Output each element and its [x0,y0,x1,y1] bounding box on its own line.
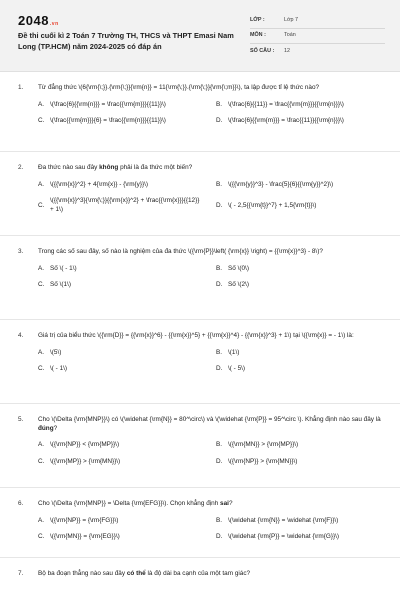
option-text: \(\widehat {\rm{N}} = \widehat {\rm{F}}\) [228,516,339,524]
question-text [38,84,382,93]
answer-option[interactable] [216,181,382,190]
meta-value: Lớp 7 [284,17,299,24]
question-text-part: Từ đẳng thức \(6{\rm{\;}}.{\rm{\;}}{\rm{n}} = 11{\rm{\;}}.{\rm{\;}}{\rm{\;m}}\), ta lập được tỉ lệ thức nào? [38,84,320,91]
option-text: \(\frac{6}{{\rm{n}}} = \frac{{\rm{m}}}{{11}}\) [50,100,166,108]
answer-option[interactable] [216,349,382,358]
option-letter: B. [216,180,223,188]
question-text-part: Đa thức nào sau đây [38,164,100,171]
question-text-part: là độ dài ba cạnh của một tam giác? [145,570,251,577]
question-text-part: ? [228,500,233,507]
option-letter: D. [216,201,223,209]
meta-key: MÔN : [250,32,266,39]
exam-title: Đề thi cuối kì 2 Toán 7 Trường TH, THCS và THPT Emasi Nam Long (TP.HCM) năm 2024-2025 có đáp án [18,31,234,51]
meta-row-subject [250,29,385,44]
answer-option[interactable] [38,265,204,274]
option-list [18,101,382,134]
option-text: \({{\rm{x}}^2} + 4{\rm{x}} - {\rm{y}}\) [50,180,149,188]
option-letter: A. [38,100,45,108]
answer-option[interactable] [38,281,204,290]
answer-option[interactable] [216,441,382,450]
answer-option[interactable] [38,533,204,542]
question-item [0,152,400,236]
option-text: \({\rm{MP}} > {\rm{MN}}\) [50,457,121,465]
option-letter: B. [216,100,223,108]
option-letter: B. [216,264,223,272]
question-text [38,248,382,257]
question-text-part: Cho \(\Delta {\rm{MNP}}\) có \(\widehat {\rm{N}} = 80^\circ\) và \(\widehat {\rm{P}} = 95^\circ \). Khẳng định nào sau đây là [38,416,381,423]
option-letter: C. [38,457,45,465]
option-text: \(\widehat {\rm{P}} = \widehat {\rm{G}}\) [228,533,340,541]
question-text-part: phải là đa thức một biến? [118,164,193,171]
question-text [38,570,382,579]
meta-key: SỐ CÂU : [250,47,275,54]
option-letter: D. [216,457,223,465]
question-number: 5. [18,416,24,423]
option-letter: A. [38,348,45,356]
answer-option[interactable] [38,441,204,450]
option-letter: A. [38,516,45,524]
question-list [0,84,400,588]
answer-option[interactable] [216,197,382,214]
option-letter: B. [216,516,223,524]
exam-header [0,0,400,72]
option-letter: C. [38,533,45,541]
answer-option[interactable] [216,365,382,374]
option-text: Số \(1\) [50,281,71,289]
answer-option[interactable] [216,458,382,467]
option-text: \({{\rm{x}}^3}{\rm{\;}}{{\rm{x}}^2} + \frac{{\rm{x}}}{{12}} + 1\) [50,197,200,213]
option-letter: B. [216,348,223,356]
option-text: \( - 1\) [50,365,68,373]
option-text: \(\frac{6}{{\rm{m}}} = \frac{{11}}{{\rm{n}}}\) [228,117,344,125]
option-list [18,349,382,382]
question-text-part: Giá trị của biểu thức \({\rm{D}} = {{\rm{x}}^6} - {{\rm{x}}^5} + {{\rm{x}}^4} - {{\rm{x}}^3} + 1\) tại \({\rm{x}} = - 1\) là: [38,332,354,339]
option-text: Số \( - 1\) [50,264,77,272]
option-text: \(1\) [228,348,240,356]
option-list [18,517,382,550]
meta-value: 12 [284,47,290,54]
question-emphasis: đúng [38,424,54,432]
option-list [18,441,382,474]
answer-option[interactable] [38,458,204,467]
option-letter: D. [216,533,223,541]
question-number: 6. [18,500,24,507]
question-text [38,332,382,341]
answer-option[interactable] [38,197,204,214]
question-text-part: Trong các số sau đây, số nào là nghiệm của đa thức \({\rm{P}}\left( {\rm{x}} \right) = {{\rm{x}}^3} - 8\)? [38,248,323,255]
answer-option[interactable] [216,533,382,542]
answer-option[interactable] [38,181,204,190]
meta-row-count [250,44,385,59]
option-letter: A. [38,180,45,188]
question-number: 4. [18,332,24,339]
question-text [38,416,382,433]
answer-option[interactable] [38,365,204,374]
meta-key: LỚP : [250,17,265,24]
meta-row-class [250,14,385,29]
option-text: \({\rm{MN}} > {\rm{MP}}\) [228,441,299,449]
option-letter: D. [216,117,223,125]
site-logo[interactable] [18,12,59,30]
question-number: 1. [18,84,24,91]
answer-option[interactable] [216,117,382,126]
option-letter: A. [38,264,45,272]
option-text: \(\frac{{\rm{m}}}{6} = \frac{{\rm{n}}}{{11}}\) [50,117,166,125]
option-text: \(5\) [50,348,62,356]
question-text-part: ? [53,424,58,432]
question-emphasis: sai [220,500,229,507]
option-letter: C. [38,365,45,373]
answer-option[interactable] [216,265,382,274]
option-list [18,181,382,223]
question-number: 7. [18,570,24,577]
option-text: \(\frac{6}{{11}} = \frac{{\rm{m}}}{{\rm{n}}}\) [228,100,344,108]
option-text: \( - 2,5{{\rm{t}}^7} + 1,5{\rm{t}}\) [228,201,317,209]
answer-option[interactable] [216,101,382,110]
answer-option[interactable] [38,117,204,126]
answer-option[interactable] [38,349,204,358]
meta-value: Toán [284,32,296,39]
question-emphasis: không [99,164,119,171]
question-item [0,488,400,558]
option-letter: C. [38,201,45,209]
answer-option[interactable] [38,517,204,526]
option-letter: D. [216,281,223,289]
question-text-part: Cho \(\Delta {\rm{MNP}} = \Delta {\rm{EFG}}\). Chọn khẳng định [38,500,221,507]
option-text: \({\rm{MN}} = {\rm{EG}}\) [50,533,120,541]
option-letter: B. [216,441,223,449]
question-text-part: Bộ ba đoạn thẳng nào sau đây [38,570,127,577]
question-item [0,236,400,320]
option-list [18,265,382,298]
question-number: 3. [18,248,24,255]
logo-suffix-text: .vn [49,21,59,27]
option-text: \({\rm{NP}} = {\rm{FG}}\) [50,516,119,524]
answer-option[interactable] [216,281,382,290]
option-text: Số \(0\) [228,264,249,272]
question-text [38,500,382,509]
answer-option[interactable] [38,101,204,110]
question-number: 2. [18,164,24,171]
question-item [0,558,400,588]
question-item [0,84,400,152]
logo-main-text: 2048 [18,13,49,28]
option-letter: C. [38,281,45,289]
exam-meta-table [250,14,385,59]
question-item [0,320,400,404]
option-letter: D. [216,365,223,373]
option-text: \({{\rm{y}}^3} - \frac{5}{6}{{\rm{y}}^2}\) [228,180,334,188]
option-text: \({\rm{NP}} > {\rm{MN}}\) [228,457,298,465]
option-text: Số \(2\) [228,281,249,289]
option-text: \({\rm{NP}} < {\rm{MP}}\) [50,441,120,449]
option-text: \( - 5\) [228,365,246,373]
option-letter: A. [38,441,45,449]
question-text [38,164,382,173]
question-emphasis: có thể [126,570,146,577]
question-item [0,404,400,488]
answer-option[interactable] [216,517,382,526]
option-letter: C. [38,117,45,125]
